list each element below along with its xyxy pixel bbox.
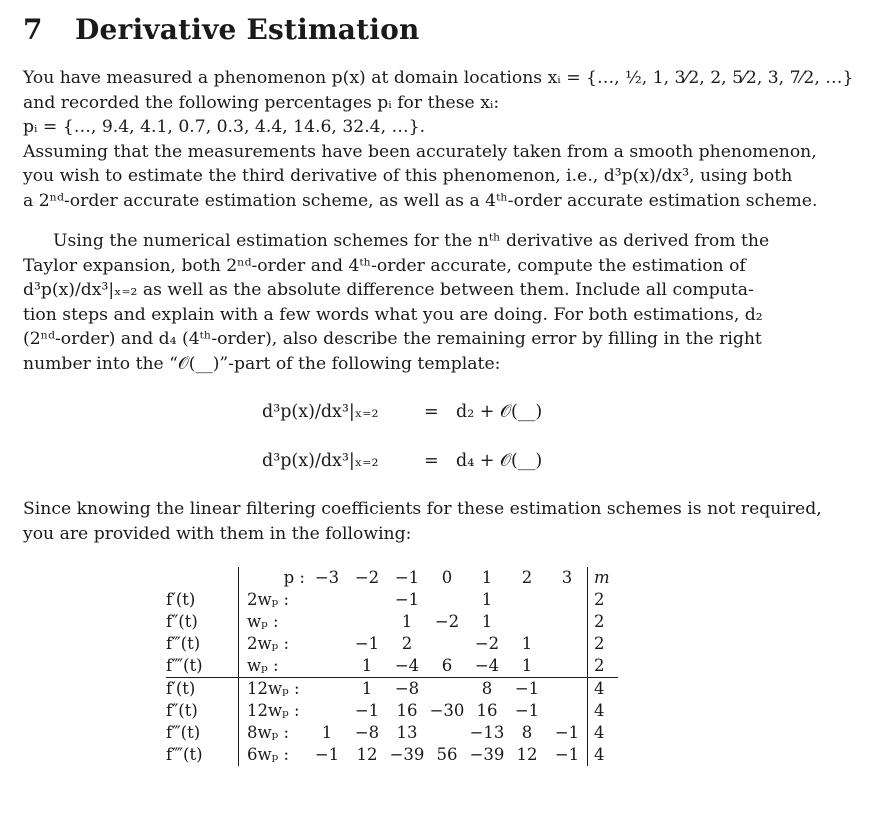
coefficient-cell: −2: [474, 634, 500, 653]
weight-label: 2wₚ :: [247, 590, 290, 609]
template-equation-lhs: d³p(x)/dx³|ₓ₌₂: [262, 402, 379, 422]
paragraph-line: pᵢ = {…, 9.4, 4.1, 0.7, 0.3, 4.4, 14.6, 32.4, …}.: [23, 117, 426, 137]
coefficient-cell: 1: [401, 612, 413, 631]
paragraph-line: Assuming that the measurements have been accurately taken from a smooth phenomenon,: [23, 141, 817, 162]
paragraph-line: You have measured a phenomenon p(x) at domain locations xᵢ = {…, ½, 1, 3⁄2, 2, 5⁄2, 3, 7⁄2, …}: [23, 68, 854, 88]
derivative-label: f⁗(t): [166, 744, 239, 766]
derivative-label: f″(t): [166, 700, 239, 722]
order-cell: 4: [588, 700, 619, 722]
coefficient-cell: [427, 589, 467, 611]
paragraph-line: Since knowing the linear filtering coefficients for these estimation schemes is not required,: [23, 499, 822, 519]
coefficient-cell: [547, 678, 588, 701]
table-row: [166, 744, 618, 766]
table-row: [166, 700, 618, 722]
order-cell: 4: [588, 722, 619, 744]
coefficient-table: [166, 567, 618, 766]
table-header-cell: −1: [394, 568, 420, 587]
coefficient-cell: [547, 655, 588, 678]
table-header-m: m: [588, 567, 619, 589]
order-cell: 2: [588, 655, 619, 678]
coefficient-cell: [507, 611, 547, 633]
coefficient-cell: [307, 589, 347, 611]
weight-label: wₚ :: [247, 656, 279, 675]
coefficient-cell: 6: [441, 656, 453, 675]
weight-label: 2wₚ :: [247, 634, 290, 653]
order-cell: 2: [588, 611, 619, 633]
table-header-cell: −3: [314, 568, 340, 587]
coefficient-cell: 1: [321, 723, 333, 742]
section-heading: [23, 13, 420, 46]
coefficient-cell: [307, 611, 347, 633]
derivative-label: f‴(t): [166, 633, 239, 655]
table-row: [166, 633, 618, 655]
coefficient-cell: −1: [354, 634, 380, 653]
coefficient-cell: −1: [394, 590, 420, 609]
paragraph-line: number into the “𝒪(__)”-part of the following template:: [23, 353, 501, 374]
weight-label: 12wₚ :: [239, 678, 308, 701]
coefficient-cell: −8: [354, 723, 380, 742]
paragraph-line: a 2ⁿᵈ-order accurate estimation scheme, as well as a 4ᵗʰ-order accurate estimation scheme.: [23, 190, 818, 211]
section-number: 7: [23, 13, 43, 46]
coefficient-cell: [307, 678, 347, 701]
coefficient-cell: −2: [434, 612, 460, 631]
coefficient-cell: −1: [554, 723, 580, 742]
paragraph-line: you wish to estimate the third derivative of this phenomenon, i.e., d³p(x)/dx³, using both: [23, 166, 793, 186]
table-row: [166, 611, 618, 633]
coefficient-cell: 1: [521, 656, 533, 675]
coefficient-cell: [347, 611, 387, 633]
table-header-row: [166, 567, 618, 589]
coefficient-cell: −4: [474, 656, 500, 675]
coefficient-cell: 12: [516, 745, 538, 764]
table-header-cell: 0: [441, 568, 453, 587]
coefficient-cell: [547, 633, 588, 655]
coefficient-cell: [547, 700, 588, 722]
coefficient-cell: −13: [469, 723, 505, 742]
coefficient-cell: [547, 589, 588, 611]
coefficient-cell: 2: [401, 634, 413, 653]
template-equation-rhs: d₄ + 𝒪(__): [456, 451, 543, 471]
coefficient-cell: −1: [507, 678, 547, 701]
paragraph-line: you are provided with them in the following:: [23, 523, 412, 544]
weight-label: 8wₚ :: [247, 723, 290, 742]
coefficient-cell: [547, 611, 588, 633]
coefficient-cell: 8: [521, 723, 533, 742]
table-header-cell: 3: [561, 568, 573, 587]
coefficient-cell: [507, 589, 547, 611]
coefficient-cell: −1: [514, 701, 540, 720]
coefficient-cell: 16: [476, 701, 498, 720]
coefficient-cell: −39: [389, 745, 425, 764]
coefficient-cell: 13: [396, 723, 418, 742]
coefficient-cell: 1: [347, 678, 387, 701]
order-cell: 4: [588, 678, 619, 701]
order-cell: 2: [588, 633, 619, 655]
derivative-label: f′(t): [166, 678, 239, 701]
coefficient-cell: [427, 678, 467, 701]
paragraph-line: d³p(x)/dx³|ₓ₌₂ as well as the absolute difference between them. Include all computa-: [23, 280, 754, 300]
table-row: [166, 655, 618, 678]
table-header-cell: 1: [481, 568, 493, 587]
problem-paragraph-2: [23, 229, 823, 376]
coefficient-cell: −4: [394, 656, 420, 675]
coefficient-cell: [347, 589, 387, 611]
template-equation-equals: =: [424, 402, 439, 422]
paragraph-line: (2ⁿᵈ-order) and d₄ (4ᵗʰ-order), also describe the remaining error by filling in the right: [23, 329, 762, 349]
problem-paragraph-1: [23, 66, 854, 213]
table-row: [166, 678, 618, 701]
coefficient-cell: −1: [354, 701, 380, 720]
derivative-label: f‴(t): [166, 722, 239, 744]
coefficient-cell: 1: [481, 612, 493, 631]
paragraph-line: Taylor expansion, both 2ⁿᵈ-order and 4ᵗʰ-order accurate, compute the estimation of: [23, 255, 746, 276]
coefficient-cell: 1: [361, 656, 373, 675]
table-row: [166, 722, 618, 744]
derivative-label: f″(t): [166, 611, 239, 633]
coefficient-cell: [307, 655, 347, 678]
coefficient-cell: [427, 722, 467, 744]
order-cell: 4: [588, 744, 619, 766]
coefficient-cell: −39: [469, 745, 505, 764]
table-header-fn: [166, 567, 239, 589]
coefficient-cell: 1: [481, 590, 493, 609]
weight-label: 12wₚ :: [247, 701, 300, 720]
coefficient-cell: [307, 633, 347, 655]
coefficient-cell: 16: [396, 701, 418, 720]
paragraph-line: Using the numerical estimation schemes for the nᵗʰ derivative as derived from the: [53, 231, 770, 251]
coefficient-cell: 8: [467, 678, 507, 701]
coefficient-cell: 1: [521, 634, 533, 653]
table-header-cell: −2: [354, 568, 380, 587]
coefficient-table-body: [166, 589, 618, 766]
order-cell: 2: [588, 589, 619, 611]
coefficient-cell: [427, 633, 467, 655]
section-title: Derivative Estimation: [75, 13, 420, 46]
coefficient-cell: −1: [554, 745, 580, 764]
template-equation-lhs: d³p(x)/dx³|ₓ₌₂: [262, 451, 379, 471]
paragraph-line: tion steps and explain with a few words what you are doing. For both estimations, d₂: [23, 304, 763, 325]
weight-label: 6wₚ :: [247, 745, 290, 764]
paragraph-line: and recorded the following percentages pᵢ for these xᵢ:: [23, 92, 500, 113]
weight-label: wₚ :: [247, 612, 279, 631]
problem-paragraph-3: [23, 497, 823, 546]
coefficient-cell: −8: [387, 678, 427, 701]
coefficient-cell: −1: [314, 745, 340, 764]
table-row: [166, 589, 618, 611]
derivative-label: f⁗(t): [166, 655, 239, 678]
table-header-cell: 2: [521, 568, 533, 587]
template-equation-equals: =: [424, 451, 439, 471]
coefficient-cell: 56: [436, 745, 458, 764]
template-equation-rhs: d₂ + 𝒪(__): [456, 402, 543, 422]
table-header-p: p :: [283, 568, 305, 587]
coefficient-cell: [307, 700, 347, 722]
coefficient-cell: −30: [429, 701, 465, 720]
derivative-label: f′(t): [166, 589, 239, 611]
coefficient-cell: 12: [356, 745, 378, 764]
